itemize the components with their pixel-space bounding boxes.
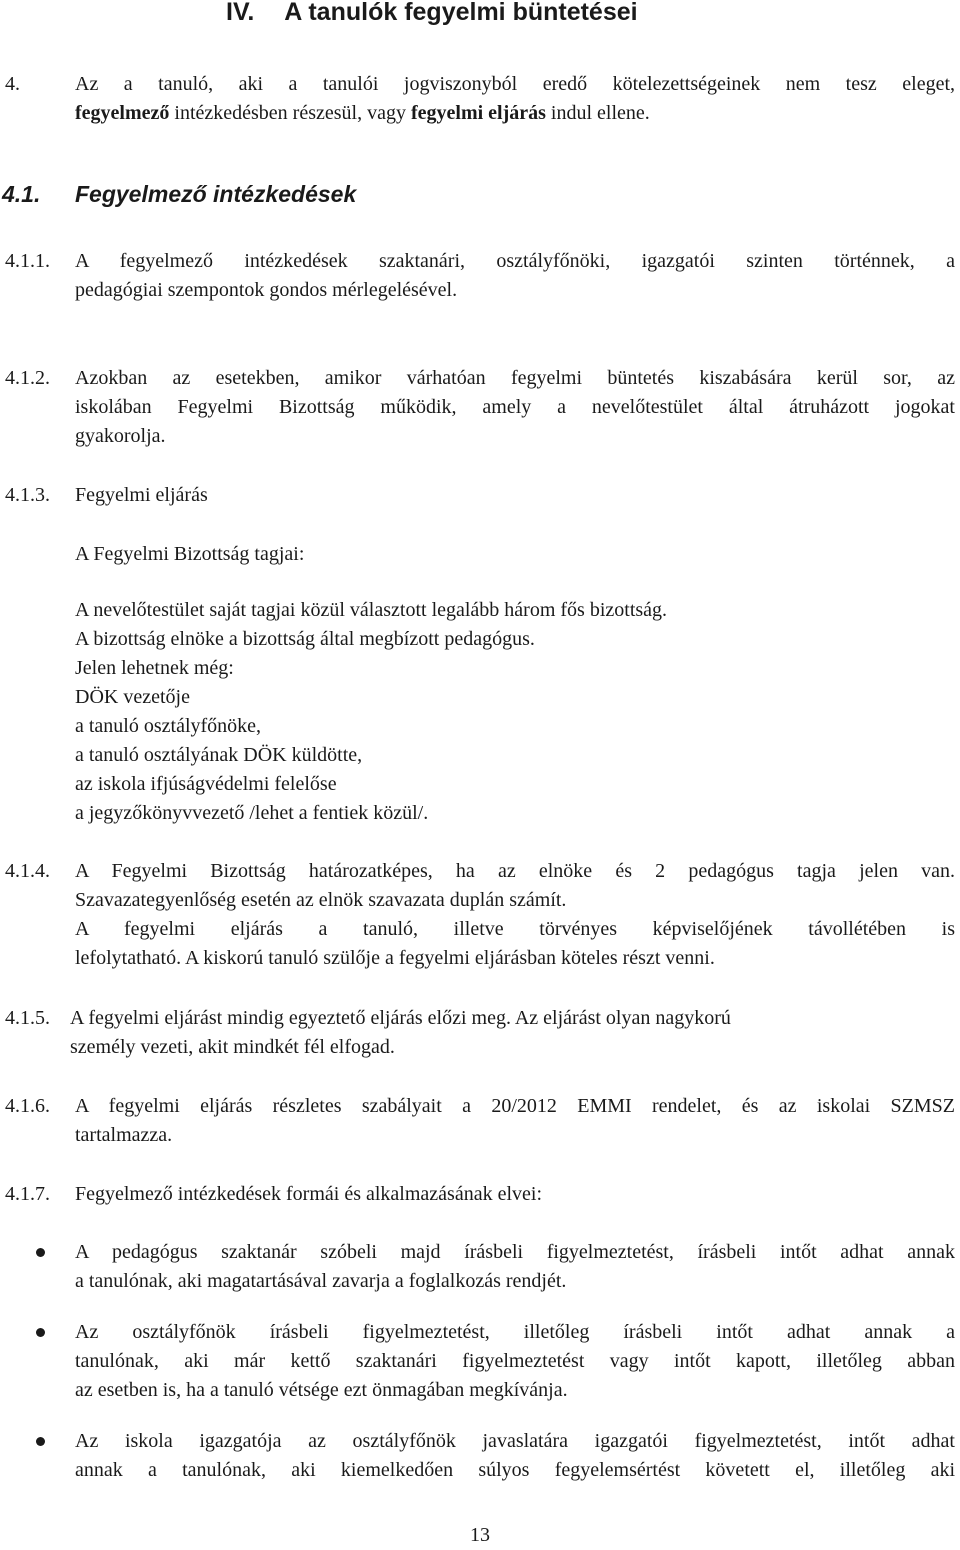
chapter-title-text: A tanulók fegyelmi büntetései	[284, 0, 638, 26]
chapter-roman-numeral: IV.	[226, 0, 255, 26]
section-4-1-2-line-2: iskolában Fegyelmi Bizottság működik, amely a nevelőtestület által átruházott jogokat	[75, 396, 955, 418]
section-4-text-a: intézkedésben részesül, vagy	[169, 102, 411, 124]
page-number: 13	[470, 1524, 490, 1546]
section-4-1-2-number: 4.1.2.	[5, 367, 50, 389]
section-4-1-6-number: 4.1.6.	[5, 1095, 50, 1117]
section-4-1-4-number: 4.1.4.	[5, 860, 50, 882]
section-4-line-2	[75, 99, 650, 128]
section-4-number: 4.	[5, 73, 20, 95]
members-line: a tanuló osztályfőnöke,	[75, 715, 262, 737]
members-line: A bizottság elnöke a bizottság által megbízott pedagógus.	[75, 628, 535, 650]
bold-fegyelmezo: fegyelmező	[75, 102, 170, 124]
section-4-1-4-line-2: Szavazategyenlőség esetén az elnök szavazata duplán számít.	[75, 889, 567, 911]
bullet-icon	[36, 1248, 45, 1257]
section-4-1-5-number: 4.1.5.	[5, 1007, 50, 1029]
bullet-3-line-1: Az iskola igazgatója az osztályfőnök javaslatára igazgatói figyelmeztetést, intőt adhat	[75, 1430, 955, 1452]
bold-fegyelmi-eljaras: fegyelmi eljárás	[410, 102, 546, 124]
section-4-1-4-line-1: A Fegyelmi Bizottság határozatképes, ha az elnöke és 2 pedagógus tagja jelen van.	[75, 860, 955, 882]
bullet-icon	[36, 1437, 45, 1446]
bullet-2-line-3: az esetben is, ha a tanuló vétsége ezt önmagában megkívánja.	[75, 1379, 568, 1401]
section-4-1-5-line-2: személy vezeti, akit mindkét fél elfogad.	[70, 1036, 395, 1058]
section-4-1-3-number: 4.1.3.	[5, 484, 50, 506]
section-4-line-1: Az a tanuló, aki a tanulói jogviszonyból eredő kötelezettségeinek nem tesz eleget,	[75, 73, 955, 95]
section-4-1-5-line-1: A fegyelmi eljárást mindig egyeztető eljárás előzi meg. Az eljárást olyan nagykorú	[70, 1007, 731, 1029]
section-4-text-b: indul ellene.	[545, 102, 650, 124]
bullet-2-line-2: tanulónak, aki már kettő szaktanári figyelmeztetést vagy intőt kapott, illetőleg abban	[75, 1350, 955, 1372]
section-4-1-number: 4.1.	[2, 181, 41, 207]
section-4-1-6-line-1: A fegyelmi eljárás részletes szabályait a 20/2012 EMMI rendelet, és az iskolai SZMSZ	[75, 1095, 955, 1117]
section-4-1-7-number: 4.1.7.	[5, 1183, 50, 1205]
section-4-1-2-line-1: Azokban az esetekben, amikor várhatóan fegyelmi büntetés kiszabására kerül sor, az	[75, 367, 955, 389]
bullet-icon	[36, 1328, 45, 1337]
chapter-title	[226, 0, 638, 27]
section-4-1-7-title: Fegyelmező intézkedések formái és alkalmazásának elvei:	[75, 1183, 543, 1205]
section-4-1-2-line-3: gyakorolja.	[75, 425, 166, 447]
members-line: az iskola ifjúságvédelmi felelőse	[75, 773, 337, 795]
bullet-2-line-1: Az osztályfőnök írásbeli figyelmeztetést, illetőleg írásbeli intőt adhat annak a	[75, 1321, 955, 1343]
section-4-1-6-line-2: tartalmazza.	[75, 1124, 173, 1146]
members-line: a jegyzőkönyvvezető /lehet a fentiek közül/.	[75, 802, 429, 824]
members-line: a tanuló osztályának DÖK küldötte,	[75, 744, 363, 766]
bullet-3-line-2: annak a tanulónak, aki kiemelkedően súlyos fegyelemsértést követett el, illetőleg aki	[75, 1459, 955, 1481]
bullet-1-line-1: A pedagógus szaktanár szóbeli majd írásbeli figyelmeztetést, írásbeli intőt adhat annak	[75, 1241, 955, 1263]
section-4-1-title: Fegyelmező intézkedések	[75, 181, 357, 207]
section-4-1-4-line-4: lefolytatható. A kiskorú tanuló szülője a fegyelmi eljárásban köteles részt venni.	[75, 947, 715, 969]
section-4-1-4-line-3: A fegyelmi eljárás a tanuló, illetve törvényes képviselőjének távollétében is	[75, 918, 955, 940]
section-4-1-3-title: Fegyelmi eljárás	[75, 484, 208, 506]
section-4-1-1-line-1: A fegyelmező intézkedések szaktanári, osztályfőnöki, igazgatói szinten történnek, a	[75, 250, 955, 272]
members-line: DÖK vezetője	[75, 686, 190, 708]
bullet-1-line-2: a tanulónak, aki magatartásával zavarja a foglalkozás rendjét.	[75, 1270, 567, 1292]
members-line: Jelen lehetnek még:	[75, 657, 234, 679]
section-4-1-1-line-2: pedagógiai szempontok gondos mérlegelésével.	[75, 279, 458, 301]
members-line: A nevelőtestület saját tagjai közül választott legalább három fős bizottság.	[75, 599, 668, 621]
members-heading: A Fegyelmi Bizottság tagjai:	[75, 543, 305, 565]
section-4-1-1-number: 4.1.1.	[5, 250, 50, 272]
